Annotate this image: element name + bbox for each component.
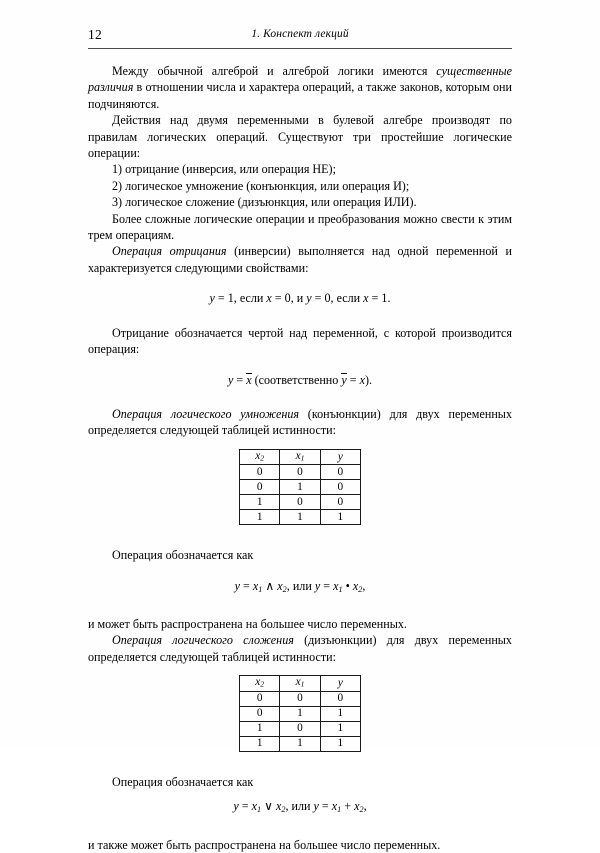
table-body — [240, 691, 361, 751]
cell-x1: 1 — [280, 510, 320, 525]
formula-eq2: = 0, и — [271, 291, 307, 306]
para9-emphasis: Операция логического сложения — [112, 633, 294, 648]
para1-emphasis: существенные различия — [88, 64, 512, 95]
cell-x2: 0 — [240, 480, 280, 495]
cell-x2: 1 — [240, 736, 280, 751]
spacer — [88, 819, 512, 837]
spacer — [88, 752, 512, 774]
paragraph-negation-def — [88, 243, 512, 276]
overline-y: y — [341, 372, 347, 387]
cell-x2: 0 — [240, 465, 280, 480]
header-rule — [88, 48, 512, 49]
table-body — [240, 465, 361, 525]
disj-tail: , — [363, 799, 367, 814]
list-item-conjunction: 2) логическое умножение (конъюнкция, или операция И); — [112, 178, 410, 193]
formula-var-x2: x — [363, 291, 369, 306]
conj-sep: , или — [286, 578, 315, 593]
spacer — [88, 307, 512, 325]
table-row — [240, 736, 361, 751]
col-header-x1 — [280, 449, 320, 465]
table-row — [240, 721, 361, 736]
cell-x1: 1 — [280, 706, 320, 721]
cell-y: 0 — [320, 495, 360, 510]
cell-y: 0 — [320, 691, 360, 706]
truth-table-conjunction — [239, 449, 361, 526]
header-base: y — [337, 450, 343, 463]
disj-sep: , или — [285, 799, 314, 814]
header-sub: 2 — [260, 453, 265, 463]
formula-eq: = — [233, 372, 247, 387]
cell-y: 1 — [320, 721, 360, 736]
disj-op2: + — [341, 799, 355, 814]
conj-s3: 1 — [338, 584, 343, 594]
table-row — [240, 465, 361, 480]
paragraph-disjunction-def — [88, 632, 512, 665]
para6-emphasis: Операция логического умножения — [112, 406, 300, 421]
conj-lhs2: y — [314, 578, 321, 593]
table-row — [240, 691, 361, 706]
paragraph-differences — [88, 63, 512, 112]
cell-y: 1 — [320, 736, 360, 751]
spacer — [88, 358, 512, 372]
cell-y: 1 — [320, 510, 360, 525]
cell-x2: 1 — [240, 721, 280, 736]
paragraph-operations-intro: Действия над двумя переменными в булевой алгебре производят по правилам логических операций. Существуют три простейшие логические операции: — [88, 113, 512, 161]
col-header-x2 — [240, 676, 280, 692]
cell-y: 0 — [320, 465, 360, 480]
table-row — [240, 706, 361, 721]
truth-table-disjunction — [239, 675, 361, 752]
spacer — [88, 525, 512, 547]
cell-x2: 0 — [240, 691, 280, 706]
para6-text: (конъюнкции) для двух переменных определяется следующей таблицей истинности: — [88, 406, 512, 438]
para1-text-b: в отношении числа и характера операций, а также законов, которым они подчиняются. — [88, 80, 512, 111]
formula-inversion-notation — [88, 372, 512, 388]
para4-emphasis: Операция отрицания — [112, 244, 227, 259]
disj-lhs2: y — [313, 799, 319, 814]
disj-v1: x — [251, 799, 257, 814]
formula-inversion-values — [88, 290, 512, 306]
spacer — [88, 564, 512, 578]
spacer — [88, 276, 512, 290]
conj-tail: , — [362, 578, 366, 593]
disj-v3: x — [331, 799, 338, 814]
para9-text: (дизъюнкции) для двух переменных определяется следующей таблицей истинности: — [88, 633, 512, 664]
table-header-row — [240, 676, 361, 692]
disj-eq: = — [238, 799, 252, 814]
formula-rhs-x: x — [359, 372, 365, 387]
cell-x1: 0 — [280, 721, 320, 736]
list-item-negation: 1) отрицание (инверсия, или операция НЕ); — [112, 162, 336, 177]
cell-x2: 1 — [240, 510, 280, 525]
formula-mid: (соответственно — [251, 372, 342, 387]
header-base: x — [295, 676, 301, 689]
conj-eq2: = — [320, 578, 334, 593]
formula-eq3: = 0, если — [311, 291, 364, 306]
cell-y: 1 — [320, 706, 360, 721]
formula-conjunction — [88, 578, 512, 598]
table-head — [240, 449, 361, 465]
para4-text: (инверсии) выполняется над одной переменной и характеризуется следующими свойствами: — [88, 244, 512, 275]
conj-v4: x — [352, 578, 359, 593]
cell-x1: 0 — [280, 691, 320, 706]
spacer — [88, 439, 512, 449]
header-base: x — [295, 449, 301, 462]
disj-s3: 1 — [337, 805, 342, 815]
conj-lhs: y — [234, 578, 241, 593]
paragraph-overline-notation: Отрицание обозначается чертой над переменной, с которой производится операция: — [88, 325, 512, 357]
disj-s2: 2 — [281, 805, 286, 815]
disj-lhs: y — [233, 799, 239, 814]
page-number: 12 — [88, 27, 102, 42]
conj-op1: ∧ — [262, 578, 278, 593]
overline-x: x — [246, 372, 252, 387]
table-head — [240, 676, 361, 692]
formula-tail: ). — [364, 372, 373, 387]
header-base: x — [255, 676, 261, 689]
paragraph-complex-ops: Более сложные логические операции и преобразования можно свести к этим трем операциям. — [88, 211, 512, 243]
header-sub: 1 — [300, 679, 305, 689]
table-header-row — [240, 449, 361, 465]
formula-disjunction — [88, 798, 512, 818]
paragraph-conjunction-notation: Операция обозначается как — [112, 548, 254, 563]
conj-s1: 1 — [258, 584, 263, 594]
col-header-y — [320, 449, 360, 465]
conj-s4: 2 — [358, 584, 363, 594]
list-item-disjunction: 3) логическое сложение (дизъюнкция, или операция ИЛИ). — [112, 195, 417, 210]
formula-eq4: = 1. — [368, 291, 391, 306]
cell-x2: 0 — [240, 706, 280, 721]
running-head — [88, 28, 512, 46]
disj-v2: x — [275, 799, 282, 814]
col-header-y — [320, 676, 360, 692]
para1-text-a: Между обычной алгеброй и алгеброй логики имеются — [112, 64, 437, 78]
disj-v4: x — [354, 799, 360, 814]
truth-table-disjunction-wrap — [88, 675, 512, 752]
disj-s4: 2 — [359, 805, 364, 815]
paragraph-extendable-conjunction: и может быть распространена на большее число переменных. — [88, 617, 407, 632]
col-header-x1 — [280, 676, 320, 692]
formula-var-y2: y — [306, 291, 312, 306]
disj-s1: 1 — [256, 805, 262, 815]
formula-var-x1: x — [266, 291, 272, 306]
table-row — [240, 480, 361, 495]
paragraph-disjunction-notation: Операция обозначается как — [112, 774, 254, 789]
conj-v1: x — [252, 578, 259, 593]
disj-op1: ∨ — [261, 799, 276, 814]
page-content — [88, 28, 512, 853]
conj-eq: = — [240, 578, 253, 593]
formula-lhs-y: y — [227, 372, 234, 387]
running-title: 1. Конспект лекций — [251, 28, 349, 40]
spacer — [88, 388, 512, 406]
spacer — [88, 598, 512, 616]
formula-eq-2: = — [346, 372, 360, 387]
header-base: y — [337, 677, 343, 690]
formula-eq1: = 1, если — [214, 291, 267, 306]
cell-x2: 1 — [240, 495, 280, 510]
table-row — [240, 495, 361, 510]
spacer — [88, 790, 512, 798]
disj-eq2: = — [318, 799, 332, 814]
header-base: x — [255, 449, 261, 462]
conj-v3: x — [333, 578, 339, 593]
spacer — [88, 665, 512, 675]
header-sub: 1 — [300, 453, 305, 463]
cell-x1: 0 — [280, 465, 320, 480]
formula-var-y1: y — [209, 291, 215, 306]
header-sub: 2 — [260, 679, 265, 689]
paragraph-extendable-disjunction: и также может быть распространена на большее число переменных. — [88, 837, 441, 852]
truth-table-conjunction-wrap — [88, 449, 512, 526]
conj-op2: • — [342, 578, 353, 593]
conj-s2: 2 — [282, 584, 287, 594]
col-header-x2 — [240, 449, 280, 465]
cell-y: 0 — [320, 480, 360, 495]
cell-x1: 1 — [280, 736, 320, 751]
table-row — [240, 510, 361, 525]
paragraph-conjunction-def — [88, 406, 512, 439]
conj-v2: x — [277, 578, 283, 593]
cell-x1: 1 — [280, 480, 320, 495]
cell-x1: 0 — [280, 495, 320, 510]
